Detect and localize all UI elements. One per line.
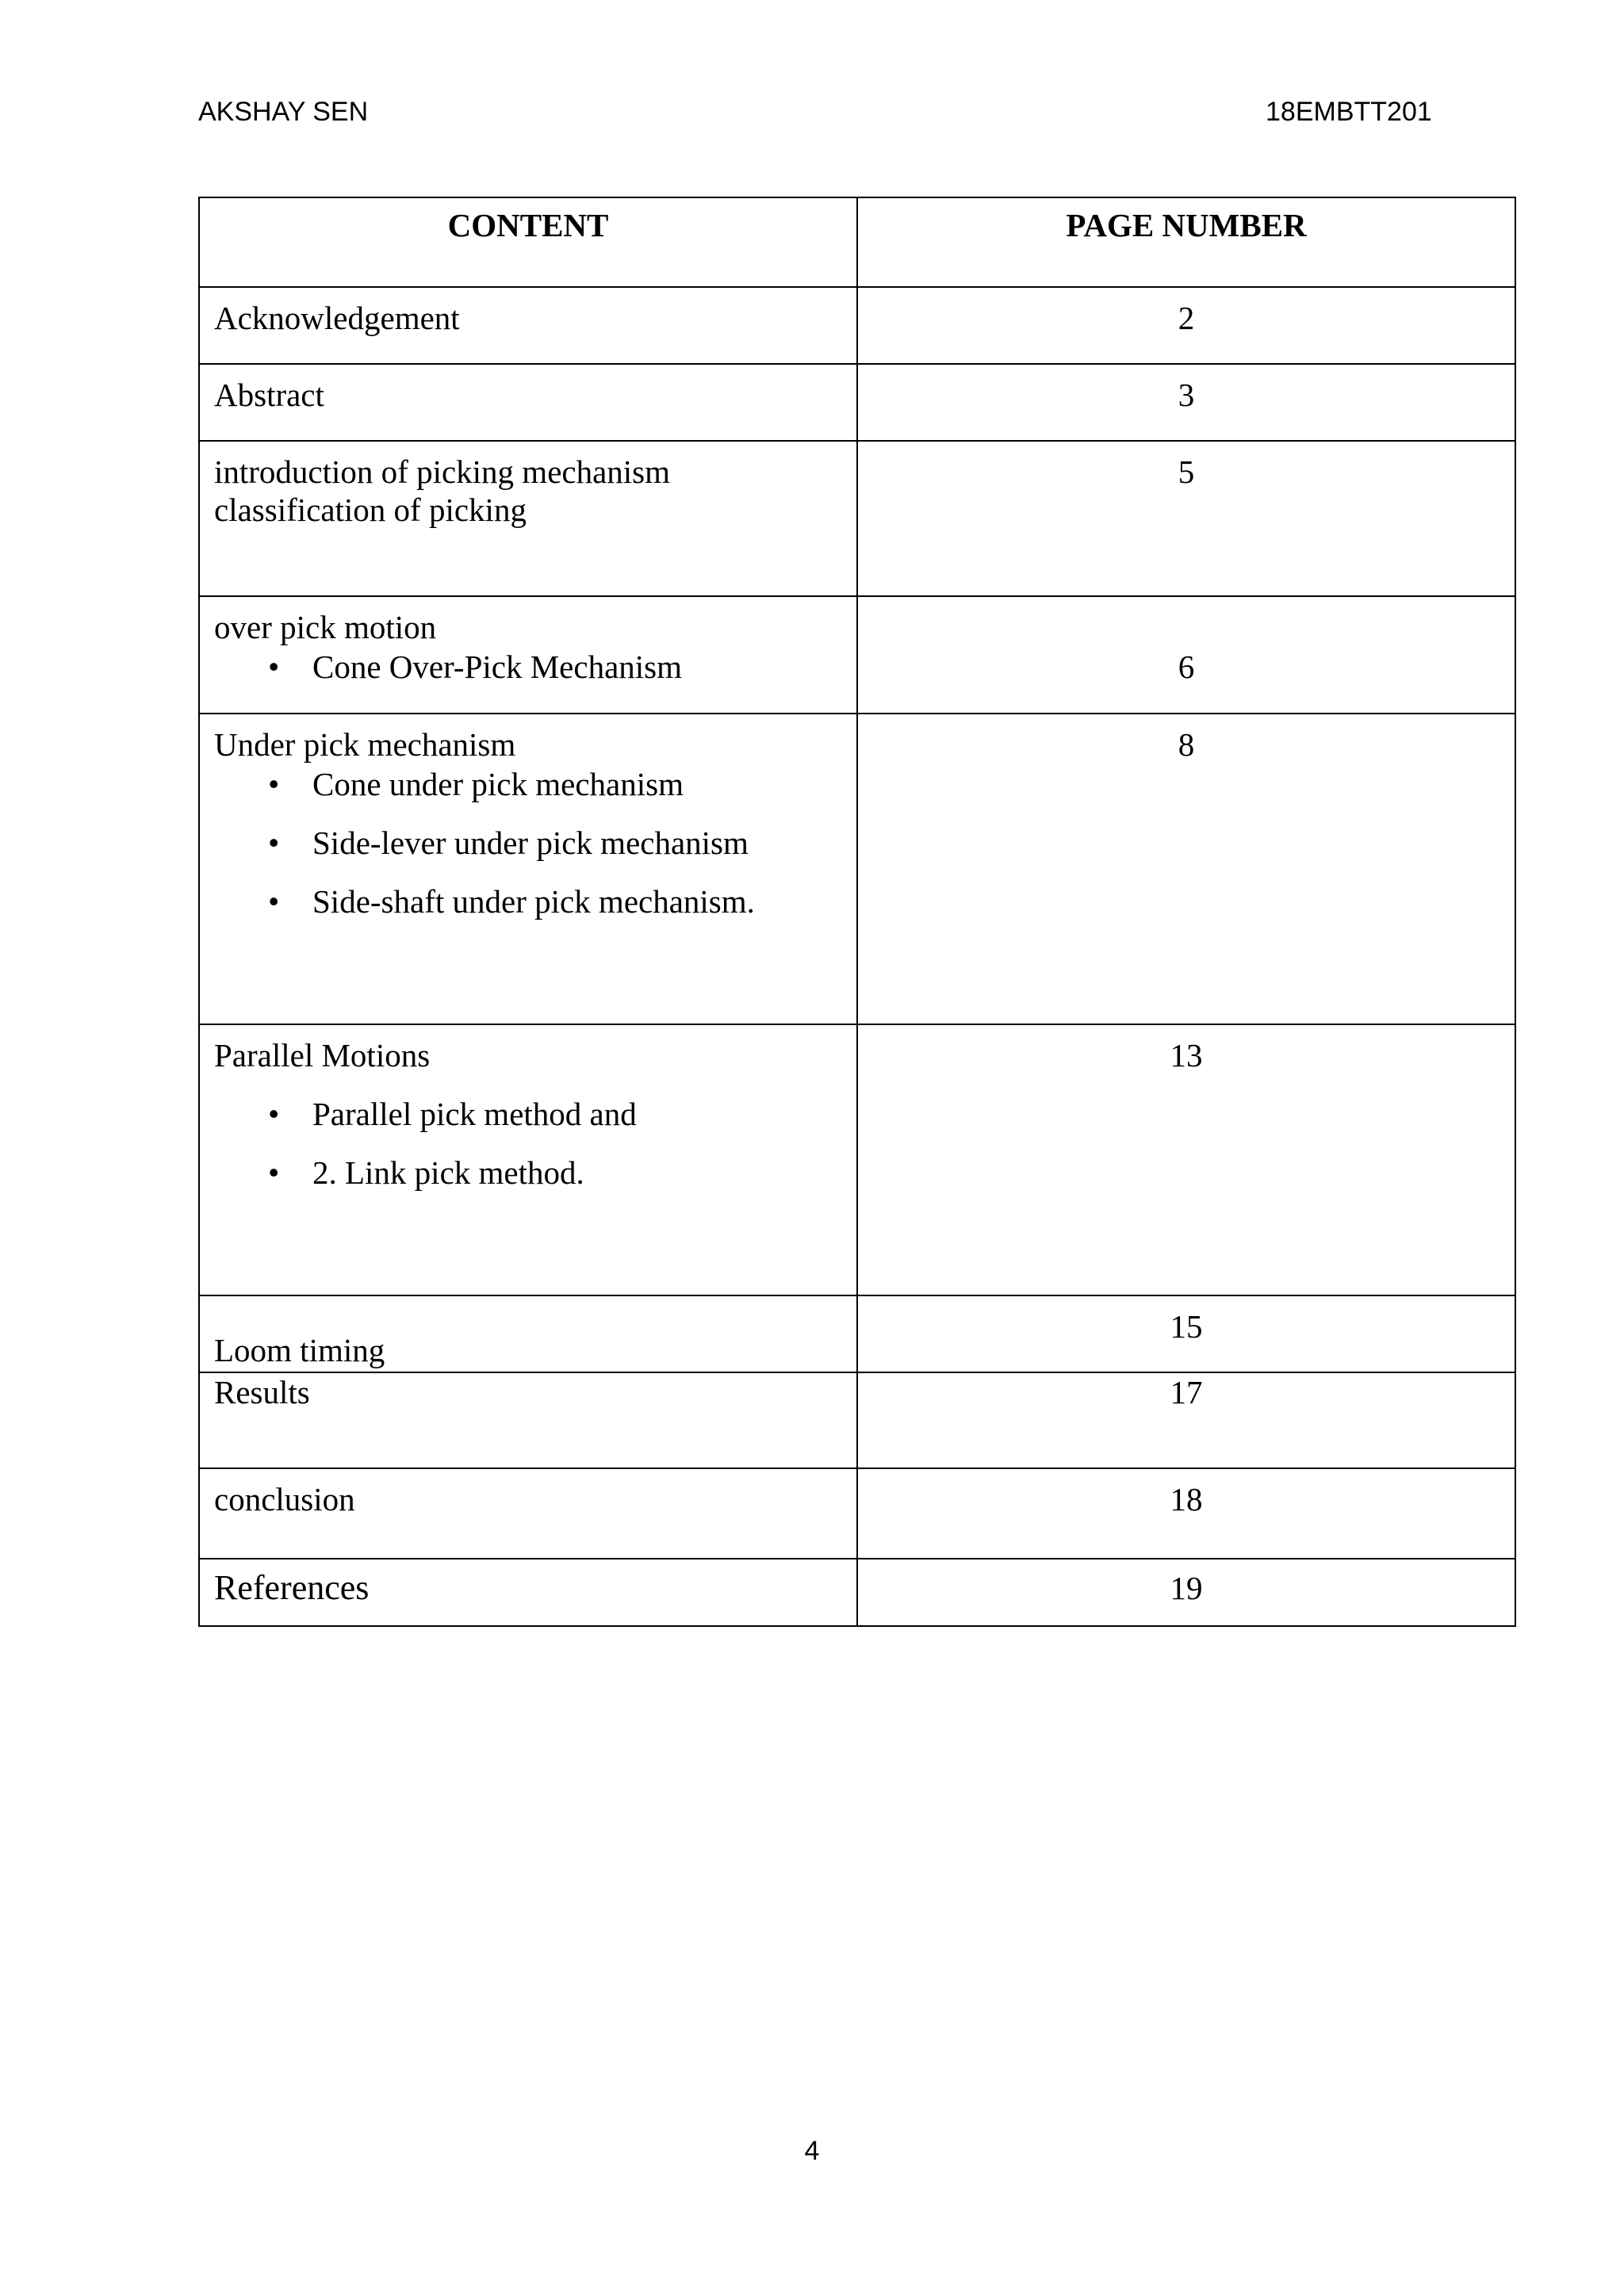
table-row bbox=[199, 364, 1515, 441]
list-item: • Side-lever under pick mechanism bbox=[214, 824, 856, 862]
row-title-line: introduction of picking mechanism bbox=[214, 453, 671, 490]
row-title-line: Under pick mechanism bbox=[214, 726, 516, 763]
table-header-row bbox=[199, 197, 1515, 287]
row-page: 3 bbox=[857, 364, 1515, 441]
bullet-list bbox=[214, 765, 856, 920]
list-item: • Cone Over-Pick Mechanism bbox=[214, 648, 856, 686]
row-title bbox=[199, 441, 857, 596]
table-row bbox=[199, 1468, 1515, 1559]
row-title: Loom timing bbox=[199, 1295, 857, 1372]
row-page: 15 bbox=[857, 1295, 1515, 1372]
row-page: 8 bbox=[857, 714, 1515, 1024]
row-page: 5 bbox=[857, 441, 1515, 596]
table-row bbox=[199, 714, 1515, 1024]
table-row bbox=[199, 441, 1515, 596]
bullet-list bbox=[214, 1095, 856, 1192]
list-item: • Cone under pick mechanism bbox=[214, 765, 856, 803]
row-title: Acknowledgement bbox=[199, 287, 857, 364]
table-row bbox=[199, 1372, 1515, 1468]
header-author: AKSHAY SEN bbox=[198, 97, 369, 127]
table-row bbox=[199, 1295, 1515, 1372]
table-row bbox=[199, 596, 1515, 714]
row-title-line: classification of picking bbox=[214, 492, 527, 528]
row-page: 17 bbox=[857, 1372, 1515, 1468]
column-header-content: CONTENT bbox=[199, 197, 857, 287]
row-page: 13 bbox=[857, 1024, 1515, 1295]
row-title: conclusion bbox=[199, 1468, 857, 1559]
contents-table bbox=[198, 197, 1516, 1627]
column-header-page-number: PAGE NUMBER bbox=[857, 197, 1515, 287]
row-title: Abstract bbox=[199, 364, 857, 441]
row-title bbox=[199, 596, 857, 714]
row-page: 18 bbox=[857, 1468, 1515, 1559]
table-row bbox=[199, 287, 1515, 364]
row-page: 2 bbox=[857, 287, 1515, 364]
list-item: • Side-shaft under pick mechanism. bbox=[214, 882, 856, 920]
row-page: 19 bbox=[857, 1559, 1515, 1626]
row-page: 6 bbox=[857, 596, 1515, 714]
table-row bbox=[199, 1024, 1515, 1295]
row-title-line: Parallel Motions bbox=[214, 1037, 431, 1073]
row-title: References bbox=[199, 1559, 857, 1626]
row-title bbox=[199, 1024, 857, 1295]
page-number: 4 bbox=[804, 2136, 820, 2166]
header-id: 18EMBTT201 bbox=[1266, 97, 1432, 127]
list-item: • Parallel pick method and bbox=[214, 1095, 856, 1133]
table-row bbox=[199, 1559, 1515, 1626]
row-title-line: over pick motion bbox=[214, 609, 437, 645]
bullet-list bbox=[214, 648, 856, 686]
row-title: Results bbox=[199, 1372, 857, 1468]
list-item: • 2. Link pick method. bbox=[214, 1154, 856, 1192]
row-title bbox=[199, 714, 857, 1024]
